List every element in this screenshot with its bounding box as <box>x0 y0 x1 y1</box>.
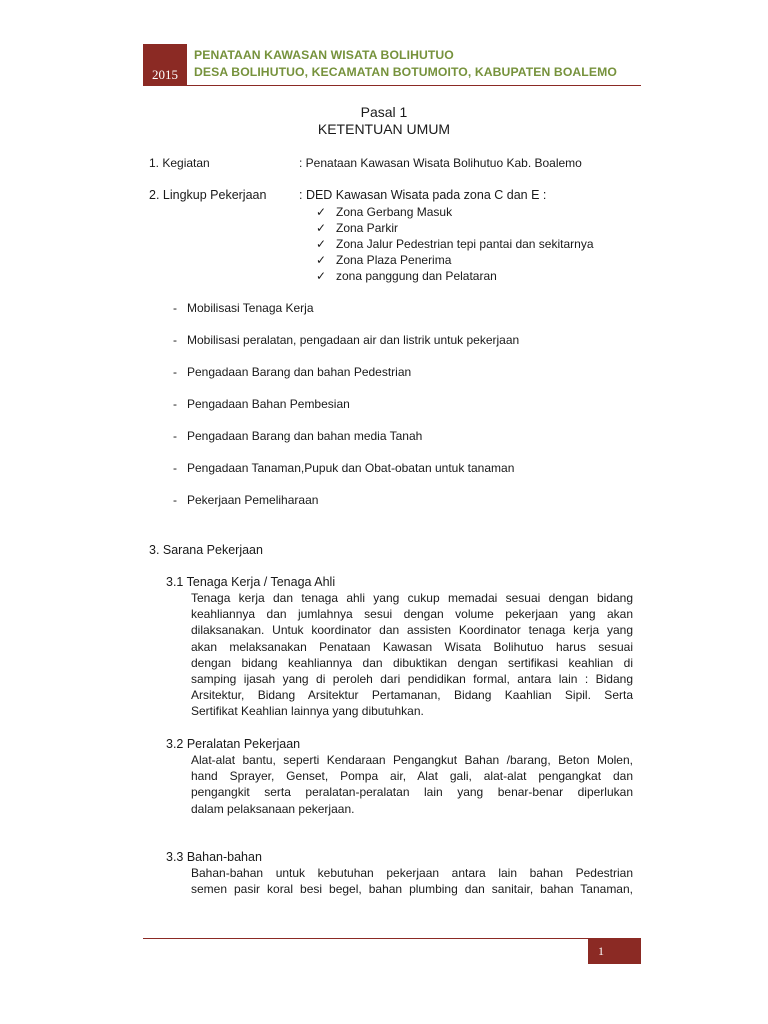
task-item <box>173 365 411 379</box>
zone-label: Zona Parkir <box>336 221 399 235</box>
header-line-1: PENATAAN KAWASAN WISATA BOLIHUTUO <box>194 48 454 62</box>
section-heading: KETENTUAN UMUM <box>317 121 451 137</box>
zone-item <box>316 204 452 220</box>
paragraph-line: dilaksanakan. Untuk koordinator dan assisten Koordinator tenaga kerja yang <box>191 623 633 638</box>
subsection-heading-3-3: 3.3 Bahan-bahan <box>166 850 262 864</box>
check-icon: ✓ <box>316 253 327 267</box>
paragraph-line: hand Sprayer, Genset, Pompa air, Alat gali, alat-alat pengangkat dan <box>191 769 633 784</box>
sarana-heading: 3. Sarana Pekerjaan <box>149 543 263 557</box>
paragraph-line: akan melaksanakan Penataan Kawasan Wisata Bolihutuo harus sesuai <box>191 639 633 654</box>
paragraph-line: samping ijasah yang di peroleh dari pendidikan formal, antara lain : Bidang <box>191 672 633 687</box>
paragraph-line: Tenaga kerja dan tenaga ahli yang cukup memadai sesuai dengan bidang <box>191 591 633 605</box>
dash-bullet: - <box>173 493 177 507</box>
check-icon: ✓ <box>316 205 327 219</box>
paragraph-line: Bahan-bahan untuk kebutuhan pekerjaan antara lain bahan Pedestrian <box>191 866 633 880</box>
zone-label: Zona Jalur Pedestrian tepi pantai dan sekitarnya <box>336 237 594 251</box>
header-line-2: DESA BOLIHUTUO, KECAMATAN BOTUMOITO, KABUPATEN BOALEMO <box>194 65 617 79</box>
task-label: Pekerjaan Pemeliharaan <box>187 493 319 507</box>
task-item <box>173 301 314 315</box>
kegiatan-label: 1. Kegiatan <box>149 156 210 170</box>
task-item <box>173 333 519 347</box>
paragraph-line: semen pasir koral besi begel, bahan plumbing dan sanitair, bahan Tanaman, <box>191 882 633 897</box>
paragraph-line: keahliannya dan jumlahnya sesui dengan volume pekerjaan yang akan <box>191 607 633 622</box>
dash-bullet: - <box>173 461 177 475</box>
pasal-title: Pasal 1 <box>360 104 408 120</box>
zone-item <box>316 268 497 284</box>
kegiatan-value: : Penataan Kawasan Wisata Bolihutuo Kab. Boalemo <box>299 156 582 170</box>
subsection-heading-3-2: 3.2 Peralatan Pekerjaan <box>166 737 301 751</box>
paragraph-3-1 <box>191 590 633 720</box>
paragraph-line: pengangkit serta peralatan-peralatan lain yang benar-benar diperlukan <box>191 785 633 800</box>
zone-label: zona panggung dan Pelataran <box>336 269 497 283</box>
task-label: Pengadaan Barang dan bahan Pedestrian <box>187 365 412 379</box>
paragraph-3-3 <box>191 865 633 897</box>
header-year: 2015 <box>152 67 178 82</box>
paragraph-line: Arsitektur, Bidang Arsitektur Pertamanan, Bidang Kaahlian Sipil. Serta <box>191 688 633 703</box>
header-year-badge <box>143 44 187 86</box>
task-item <box>173 397 350 411</box>
header-divider <box>187 85 641 86</box>
dash-bullet: - <box>173 333 177 347</box>
zone-item <box>316 236 594 252</box>
paragraph-line: dalam pelaksanaan pekerjaan. <box>191 801 355 816</box>
zone-label: Zona Plaza Penerima <box>336 253 452 267</box>
subsection-heading-3-1: 3.1 Tenaga Kerja / Tenaga Ahli <box>166 575 336 589</box>
paragraph-line: dengan bidang keahliannya dan dibuktikan dengan sertifikasi keahlian di <box>191 655 633 670</box>
dash-bullet: - <box>173 397 177 411</box>
header-titles <box>194 47 617 81</box>
paragraph-3-2 <box>191 752 633 817</box>
page-header <box>143 44 641 86</box>
task-label: Pengadaan Barang dan bahan media Tanah <box>187 429 423 443</box>
task-label: Pengadaan Tanaman,Pupuk dan Obat-obatan untuk tanaman <box>187 461 515 475</box>
dash-bullet: - <box>173 301 177 315</box>
dash-bullet: - <box>173 429 177 443</box>
footer-divider <box>143 938 588 939</box>
zone-label: Zona Gerbang Masuk <box>336 205 453 219</box>
task-item <box>173 429 422 443</box>
paragraph-line: Sertifikat Keahlian lainnya yang dibutuhkan. <box>191 704 424 719</box>
task-label: Pengadaan Bahan Pembesian <box>187 397 350 411</box>
task-item <box>173 493 318 507</box>
check-icon: ✓ <box>316 269 327 283</box>
page-number-badge <box>588 938 641 964</box>
check-icon: ✓ <box>316 237 327 251</box>
dash-bullet: - <box>173 365 177 379</box>
task-item <box>173 461 514 475</box>
zone-item <box>316 252 451 268</box>
page-number: 1 <box>598 944 604 958</box>
task-label: Mobilisasi Tenaga Kerja <box>187 301 314 315</box>
zone-item <box>316 220 398 236</box>
paragraph-line: Alat-alat bantu, seperti Kendaraan Pengangkut Bahan /barang, Beton Molen, <box>191 753 633 767</box>
check-icon: ✓ <box>316 221 327 235</box>
lingkup-label: 2. Lingkup Pekerjaan <box>149 188 267 202</box>
task-label: Mobilisasi peralatan, pengadaan air dan listrik untuk pekerjaan <box>187 333 520 347</box>
lingkup-value: : DED Kawasan Wisata pada zona C dan E : <box>299 188 547 202</box>
